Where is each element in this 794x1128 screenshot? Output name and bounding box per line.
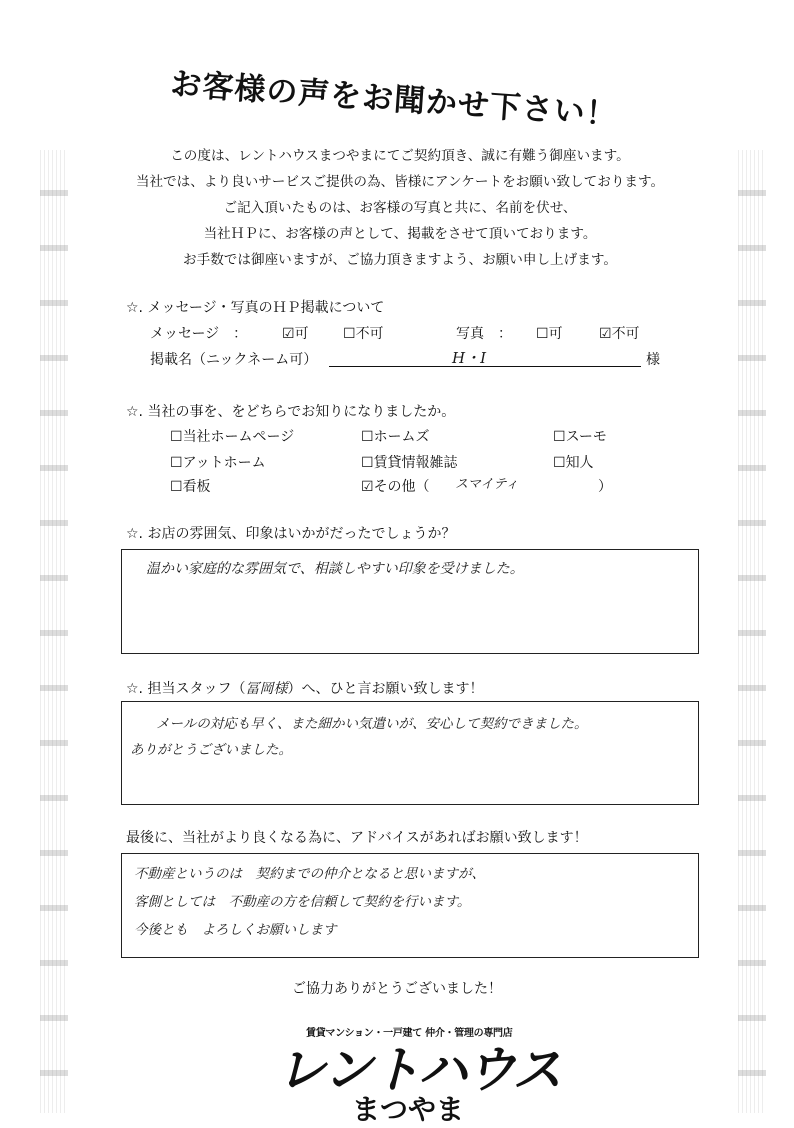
section-atmosphere-heading: ☆. お店の雰囲気、印象はいかがだったでしょうか？	[126, 526, 456, 542]
option-label: 当社ホームページ	[182, 429, 295, 445]
option-label: 不可	[611, 326, 640, 342]
intro-line: この度は、レントハウスまつやまにてご契約頂き、誠に有難う御座います。	[170, 148, 630, 164]
intro-line: 当社ＨＰに、お客様の声として、掲載をさせて頂いております。	[203, 226, 597, 242]
name-label: 掲載名（ニックネーム可）	[150, 352, 318, 368]
atmosphere-answer-box[interactable]	[121, 549, 699, 654]
company-logo: レントハウス	[276, 1041, 561, 1099]
checkbox-icon: ☐	[553, 429, 566, 445]
option-label: 看板	[182, 479, 211, 495]
source-option-other[interactable]	[361, 476, 430, 496]
source-option-suumo[interactable]	[553, 426, 607, 446]
heading-suffix: ）へ、ひと言お願い致します！	[287, 681, 484, 697]
checkbox-icon: ☐	[170, 479, 183, 495]
checkbox-icon: ☐	[343, 326, 356, 342]
photo-ng-checkbox[interactable]	[599, 323, 640, 343]
intro-line: ご記入頂いたものは、お客様の写真と共に、名前を伏せ、	[223, 200, 577, 216]
option-label: 知人	[565, 455, 594, 471]
section-staff-heading	[126, 678, 483, 698]
checkbox-icon: ☐	[361, 455, 374, 471]
page-title: お客様の声をお聞かせ下さい！	[169, 66, 619, 134]
source-option-athome[interactable]	[170, 452, 266, 472]
section-advice-heading: 最後に、当社がより良くなる為に、アドバイスがあればお願い致します！	[126, 830, 588, 846]
option-label: 賃貸情報雑誌	[373, 455, 458, 471]
intro-line: 当社では、より良いサービスご提供の為、皆様にアンケートをお願い致しております。	[135, 174, 665, 190]
logo-tagline: 賃貸マンション・一戸建て 仲介・管理の専門店	[306, 1028, 513, 1039]
source-other-value[interactable]: スマイティ	[455, 477, 519, 492]
answer-line: 客側としては 不動産の方を信頼して契約を行います。	[134, 894, 471, 910]
answer-line: 今後とも よろしくお願いします	[134, 922, 337, 938]
option-label: ホームズ	[373, 429, 430, 445]
staff-answer-box[interactable]	[121, 701, 699, 805]
checkbox-icon: ☐	[536, 326, 549, 342]
closing-message: ご協力ありがとうございました！	[292, 981, 502, 997]
checkbox-icon: ☐	[170, 455, 183, 471]
decorative-border-right	[738, 150, 766, 1113]
checkbox-icon: ☐	[170, 429, 183, 445]
staff-name: 冨岡様	[245, 681, 288, 697]
source-option-magazine[interactable]	[361, 452, 458, 472]
source-option-homes[interactable]	[361, 426, 430, 446]
company-logo-sub: まつやま	[352, 1093, 465, 1126]
option-label: 可	[548, 326, 563, 342]
photo-label: 写真 ：	[456, 326, 512, 342]
checkbox-icon: ☐	[553, 455, 566, 471]
option-label: 可	[294, 326, 309, 342]
source-other-close: ）	[598, 479, 612, 495]
source-option-homepage[interactable]	[170, 426, 294, 446]
answer-line: 温かい家庭的な雰囲気で、相談しやすい印象を受けました。	[146, 561, 524, 577]
message-ng-checkbox[interactable]	[343, 323, 384, 343]
section-source-heading: ☆. 当社の事を、をどちらでお知りになりましたか。	[126, 404, 456, 420]
advice-answer-box[interactable]	[121, 853, 699, 958]
option-label: 不可	[355, 326, 384, 342]
option-label: スーモ	[565, 429, 607, 445]
intro-line: お手数では御座いますが、ご協力頂きますよう、お願い申し上げます。	[183, 252, 617, 268]
source-option-signboard[interactable]	[170, 476, 211, 496]
message-ok-checkbox[interactable]	[282, 323, 309, 343]
intro-text	[100, 143, 700, 273]
checkbox-icon: ☑	[361, 479, 374, 495]
source-option-acquaintance[interactable]	[553, 452, 594, 472]
heading-prefix: ☆. 担当スタッフ（	[126, 681, 246, 697]
decorative-border-left	[40, 150, 68, 1113]
message-label: メッセージ ：	[150, 326, 248, 342]
checkbox-icon: ☑	[599, 326, 612, 342]
checkbox-icon: ☐	[361, 429, 374, 445]
section-publish-heading: ☆. メッセージ・写真のＨＰ掲載について	[126, 300, 385, 316]
answer-line: 不動産というのは 契約までの仲介となると思いますが、	[134, 866, 485, 882]
photo-ok-checkbox[interactable]	[536, 323, 563, 343]
option-label: その他（	[373, 479, 430, 495]
answer-line: ありがとうございました。	[130, 742, 292, 758]
name-suffix: 様	[646, 352, 660, 368]
answer-line: メールの対応も早く、また細かい気遣いが、安心して契約できました。	[156, 716, 588, 732]
option-label: アットホーム	[182, 455, 266, 471]
checkbox-icon: ☑	[282, 326, 295, 342]
name-value[interactable]: H・I	[452, 349, 487, 367]
